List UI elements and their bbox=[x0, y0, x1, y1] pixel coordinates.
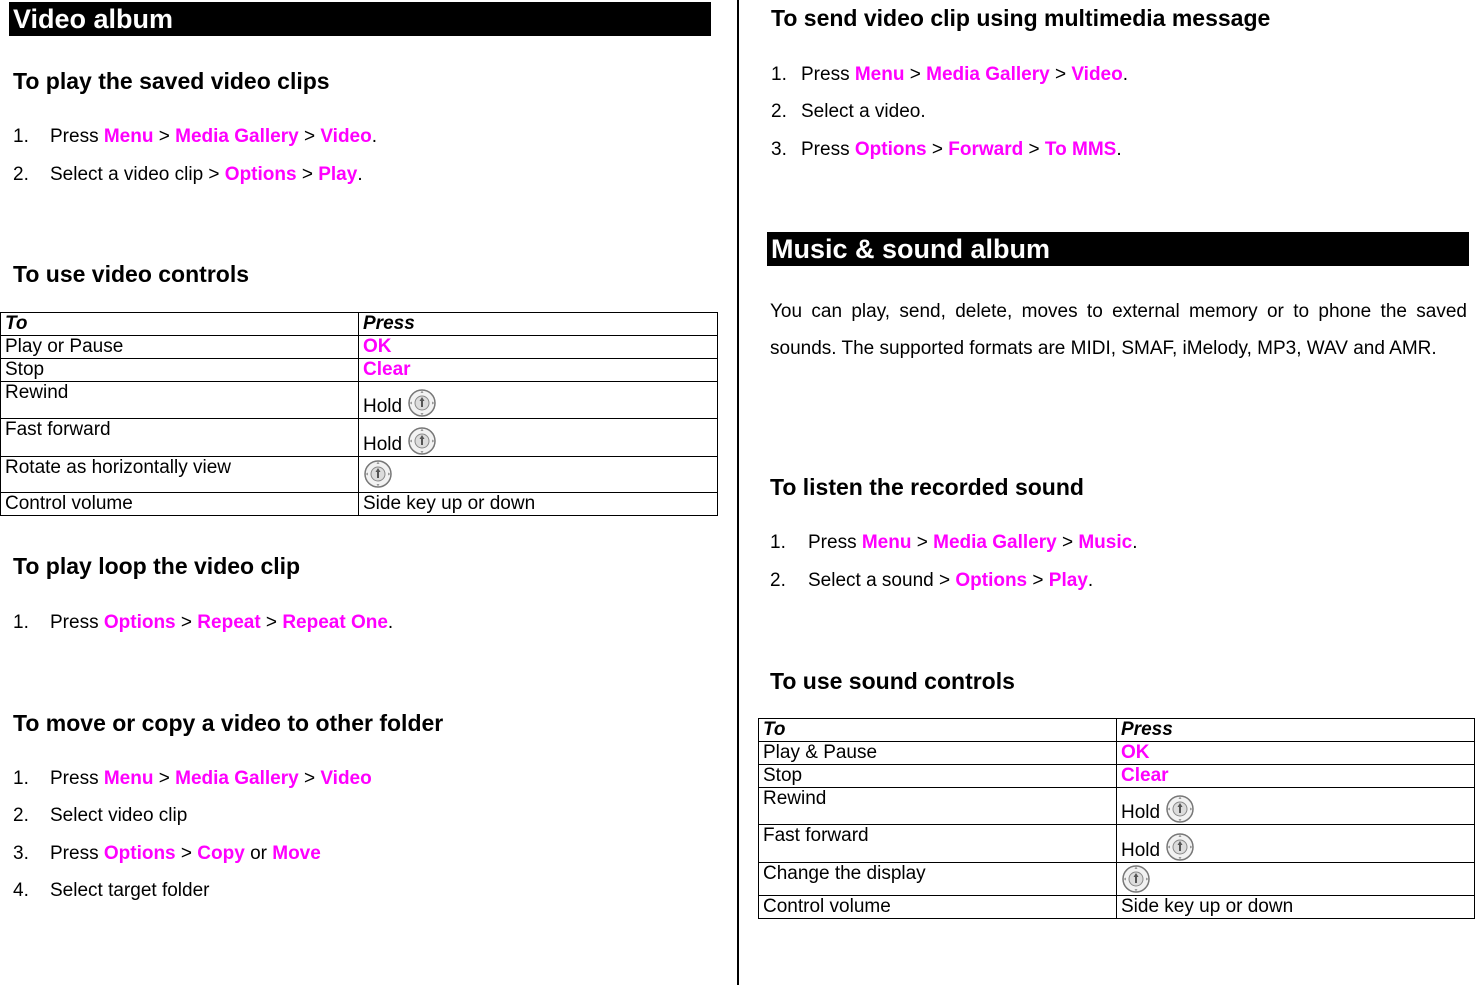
navigation-key-icon bbox=[1165, 794, 1195, 824]
table-row bbox=[1, 336, 718, 359]
repeat-keyword: Repeat bbox=[197, 612, 261, 633]
row-action: Change the display bbox=[759, 863, 1117, 896]
to-mms-keyword: To MMS bbox=[1044, 139, 1117, 160]
navigation-key-icon bbox=[1165, 832, 1195, 862]
step-number: 2. bbox=[13, 805, 29, 826]
options-keyword: Options bbox=[103, 612, 176, 633]
options-keyword: Options bbox=[955, 570, 1028, 591]
menu-keyword: Menu bbox=[103, 126, 154, 147]
step-number: 1. bbox=[13, 126, 29, 147]
row-action: Fast forward bbox=[1, 419, 359, 457]
separator: > bbox=[904, 64, 927, 85]
media-gallery-keyword: Media Gallery bbox=[175, 126, 299, 147]
table-row bbox=[1, 359, 718, 382]
col-press-header: Press bbox=[359, 313, 718, 336]
step-text: Select a video. bbox=[801, 101, 926, 122]
play-saved-step-2 bbox=[13, 164, 363, 186]
forward-keyword: Forward bbox=[948, 139, 1024, 160]
separator: > bbox=[1056, 532, 1079, 553]
row-action: Stop bbox=[759, 765, 1117, 788]
mms-heading: To send video clip using multimedia message bbox=[771, 5, 1271, 31]
period: . bbox=[371, 126, 378, 147]
step-number: 3. bbox=[771, 139, 787, 160]
period: . bbox=[1132, 532, 1138, 553]
row-action: Rewind bbox=[759, 788, 1117, 825]
sound-controls-table bbox=[758, 718, 1475, 919]
separator: > bbox=[1027, 570, 1049, 591]
music-sound-album-banner: Music & sound album bbox=[767, 232, 1469, 266]
step-number: 1. bbox=[13, 612, 29, 633]
move-copy-heading: To move or copy a video to other folder bbox=[13, 710, 444, 736]
hold-text: Hold bbox=[363, 396, 403, 417]
listen-step-1 bbox=[770, 532, 1137, 554]
table-row bbox=[1, 382, 718, 419]
separator: > bbox=[926, 139, 949, 160]
step-text: Press bbox=[50, 612, 104, 633]
step-text: Press bbox=[50, 768, 104, 789]
navigation-key-icon bbox=[407, 426, 437, 456]
options-keyword: Options bbox=[224, 164, 297, 185]
step-text: Press bbox=[801, 139, 855, 160]
row-key: Side key up or down bbox=[359, 493, 718, 516]
clear-keyword: Clear bbox=[363, 359, 411, 380]
video-keyword: Video bbox=[320, 768, 372, 789]
step-text: Press bbox=[801, 64, 855, 85]
row-action: Fast forward bbox=[759, 825, 1117, 863]
step-number: 2. bbox=[13, 164, 29, 185]
step-number: 1. bbox=[771, 64, 787, 85]
step-text: Select a video clip > bbox=[50, 164, 225, 185]
separator: > bbox=[260, 612, 283, 633]
table-row bbox=[759, 863, 1475, 896]
sound-controls-heading: To use sound controls bbox=[770, 668, 1015, 694]
row-key bbox=[1117, 825, 1475, 863]
step-text: Select a sound > bbox=[808, 570, 956, 591]
mms-step-3 bbox=[771, 139, 1122, 161]
video-controls-table bbox=[0, 312, 718, 516]
step-text: Select target folder bbox=[50, 880, 210, 901]
row-action: Play or Pause bbox=[1, 336, 359, 359]
table-row bbox=[759, 788, 1475, 825]
navigation-key-icon bbox=[407, 388, 437, 418]
listen-heading: To listen the recorded sound bbox=[770, 474, 1084, 500]
period: . bbox=[1087, 570, 1094, 591]
video-controls-heading: To use video controls bbox=[13, 261, 249, 287]
separator: > bbox=[153, 126, 176, 147]
media-gallery-keyword: Media Gallery bbox=[933, 532, 1057, 553]
separator: > bbox=[298, 768, 321, 789]
column-divider bbox=[737, 0, 739, 985]
row-action: Play & Pause bbox=[759, 742, 1117, 765]
row-key bbox=[359, 336, 718, 359]
loop-step-1 bbox=[13, 612, 393, 634]
menu-keyword: Menu bbox=[854, 64, 905, 85]
separator: > bbox=[1049, 64, 1072, 85]
step-number: 3. bbox=[13, 843, 29, 864]
row-key bbox=[359, 382, 718, 419]
col-press-header: Press bbox=[1117, 719, 1475, 742]
step-number: 4. bbox=[13, 880, 29, 901]
separator: > bbox=[296, 164, 319, 185]
move-step-4 bbox=[13, 880, 209, 902]
menu-keyword: Menu bbox=[103, 768, 154, 789]
hold-text: Hold bbox=[1121, 840, 1161, 861]
step-text: Press bbox=[50, 843, 104, 864]
options-keyword: Options bbox=[103, 843, 176, 864]
table-row bbox=[759, 765, 1475, 788]
move-step-2 bbox=[13, 805, 187, 827]
move-step-3 bbox=[13, 843, 321, 865]
row-key bbox=[359, 457, 718, 493]
ok-keyword: OK bbox=[1121, 742, 1150, 763]
options-keyword: Options bbox=[854, 139, 927, 160]
separator: or bbox=[244, 843, 273, 864]
copy-keyword: Copy bbox=[197, 843, 245, 864]
period: . bbox=[357, 164, 363, 185]
separator: > bbox=[911, 532, 934, 553]
move-step-1 bbox=[13, 768, 372, 790]
media-gallery-keyword: Media Gallery bbox=[175, 768, 299, 789]
navigation-key-icon bbox=[363, 459, 393, 489]
row-action: Control volume bbox=[1, 493, 359, 516]
mms-step-1 bbox=[771, 64, 1128, 86]
video-keyword: Video bbox=[320, 126, 372, 147]
play-saved-step-1 bbox=[13, 126, 377, 148]
play-saved-heading: To play the saved video clips bbox=[13, 68, 330, 94]
period: . bbox=[1122, 64, 1129, 85]
step-text: Press bbox=[808, 532, 862, 553]
navigation-key-icon bbox=[1121, 864, 1151, 894]
table-row bbox=[759, 825, 1475, 863]
row-key bbox=[1117, 863, 1475, 896]
table-row bbox=[759, 896, 1475, 919]
row-action: Rotate as horizontally view bbox=[1, 457, 359, 493]
play-keyword: Play bbox=[1048, 570, 1088, 591]
row-key bbox=[359, 419, 718, 457]
period: . bbox=[387, 612, 394, 633]
row-key bbox=[1117, 788, 1475, 825]
row-action: Rewind bbox=[1, 382, 359, 419]
menu-keyword: Menu bbox=[861, 532, 912, 553]
col-to-header: To bbox=[1, 313, 359, 336]
table-row bbox=[1, 457, 718, 493]
loop-heading: To play loop the video clip bbox=[13, 553, 301, 579]
clear-keyword: Clear bbox=[1121, 765, 1169, 786]
col-to-header: To bbox=[759, 719, 1117, 742]
separator: > bbox=[153, 768, 176, 789]
music-intro-paragraph: You can play, send, delete, moves to external memory or to phone the saved sounds. The supported formats are MIDI, SMAF, iMelody, MP3, WAV and AMR. bbox=[770, 301, 1467, 359]
period: . bbox=[1116, 139, 1122, 160]
video-album-banner: Video album bbox=[9, 2, 711, 36]
table-header-row bbox=[759, 719, 1475, 742]
separator: > bbox=[175, 612, 198, 633]
step-text: Press bbox=[50, 126, 104, 147]
step-number: 1. bbox=[13, 768, 29, 789]
separator: > bbox=[175, 843, 198, 864]
separator: > bbox=[298, 126, 321, 147]
play-keyword: Play bbox=[318, 164, 358, 185]
video-keyword: Video bbox=[1071, 64, 1123, 85]
hold-text: Hold bbox=[363, 434, 403, 455]
row-key bbox=[1117, 742, 1475, 765]
table-row bbox=[1, 419, 718, 457]
table-header-row bbox=[1, 313, 718, 336]
row-key: Side key up or down bbox=[1117, 896, 1475, 919]
ok-keyword: OK bbox=[363, 336, 392, 357]
step-number: 1. bbox=[770, 532, 786, 553]
step-number: 2. bbox=[770, 570, 786, 591]
table-row bbox=[1, 493, 718, 516]
repeat-one-keyword: Repeat One bbox=[282, 612, 388, 633]
music-keyword: Music bbox=[1078, 532, 1133, 553]
step-text: Select video clip bbox=[50, 805, 188, 826]
table-row bbox=[759, 742, 1475, 765]
hold-text: Hold bbox=[1121, 802, 1161, 823]
mms-step-2 bbox=[771, 101, 926, 123]
move-keyword: Move bbox=[272, 843, 321, 864]
row-key bbox=[1117, 765, 1475, 788]
row-action: Stop bbox=[1, 359, 359, 382]
listen-step-2 bbox=[770, 570, 1093, 592]
media-gallery-keyword: Media Gallery bbox=[926, 64, 1050, 85]
separator: > bbox=[1023, 139, 1045, 160]
row-action: Control volume bbox=[759, 896, 1117, 919]
row-key bbox=[359, 359, 718, 382]
step-number: 2. bbox=[771, 101, 787, 122]
